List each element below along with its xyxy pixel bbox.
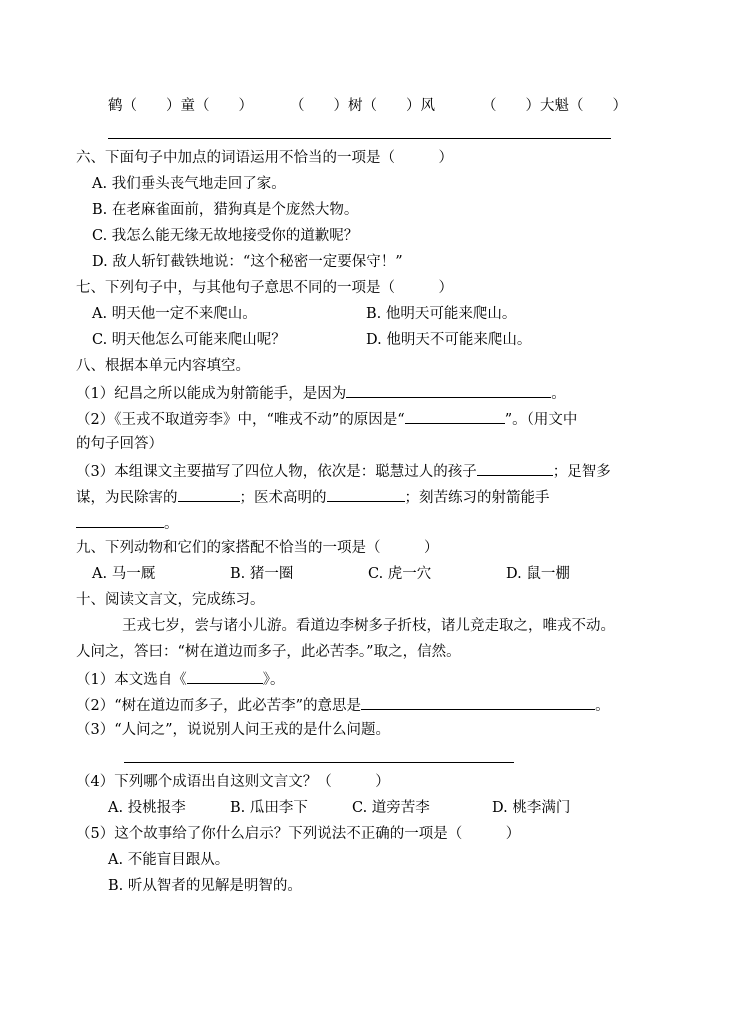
q9-question: 九、下列动物和它们的家搭配不恰当的一项是（ ） [76, 540, 439, 556]
q8-sub3 [76, 460, 611, 482]
q8-sub1-end: 。 [551, 386, 566, 402]
q10-passage-line-2: 人问之，答曰：“树在道边而多子，此必苦李。”取之，信然。 [76, 644, 461, 660]
q10-sub4-option-d: D. 桃李满门 [492, 800, 571, 816]
q10-sub1-text: （1）本文选自《 [76, 672, 187, 688]
q9-option-c: C. 虎一穴 [368, 566, 432, 582]
q8-sub3-blank-2[interactable] [178, 486, 240, 502]
q7-option-c: C. 明天他怎么可能来爬山呢？ [92, 332, 286, 348]
q10-sub4: （4）下列哪个成语出自这则文言文？（ ） [76, 774, 390, 790]
q6-question: 六、下面句子中加点的词语运用不恰当的一项是（ ） [76, 150, 453, 166]
q8-sub2-blank[interactable] [405, 408, 505, 424]
q8-sub2-cont: 的句子回答） [76, 436, 163, 452]
fill-item-1: 鹤（ ）童（ ） [108, 98, 253, 114]
q10-sub4-option-a: A. 投桃报李 [108, 800, 186, 816]
q8-sub3-period: 。 [164, 516, 179, 532]
q10-sub2-text: （2）“树在道边而多子，此必苦李”的意思是 [76, 698, 362, 714]
q8-sub3-mid: ；足智多 [552, 464, 611, 480]
q8-sub3-end [76, 512, 179, 534]
q10-sub1-end: 》。 [262, 672, 285, 688]
q10-sub3-answer-line[interactable] [124, 762, 514, 763]
q8-sub2-text: （2）《王戎不取道旁李》中，“唯戎不动”的原因是“ [76, 412, 405, 428]
q10-sub2-end: 。 [595, 698, 610, 714]
q8-sub3-text: （3）本组课文主要描写了四位人物，依次是：聪慧过人的孩子 [76, 464, 477, 480]
q10-sub3: （3）“人问之”，说说别人问王戎的是什么问题。 [76, 722, 391, 738]
q9-option-b: B. 猪一圈 [230, 566, 294, 582]
q6-option-b: B. 在老麻雀面前，猎狗真是个庞然大物。 [92, 202, 359, 218]
q10-sub1-blank[interactable] [187, 668, 263, 684]
q10-passage-line-1: 王戎七岁，尝与诸小儿游。看道边李树多子折枝，诸儿竞走取之，唯戎不动。 [122, 618, 615, 634]
q8-sub1-blank[interactable] [346, 382, 551, 398]
q8-sub3-text-2: 谋，为民除害的 [76, 490, 178, 506]
q10-sub4-option-c: C. 道旁苦李 [352, 800, 430, 816]
q10-sub2-blank[interactable] [361, 694, 595, 710]
q10-question: 十、阅读文言文，完成练习。 [76, 592, 265, 608]
q10-sub5-option-a: A. 不能盲目跟从。 [108, 852, 230, 868]
answer-line[interactable] [108, 138, 611, 139]
q9-option-a: A. 马一厩 [92, 566, 156, 582]
q7-option-a: A. 明天他一定不来爬山。 [92, 306, 257, 322]
q6-option-c: C. 我怎么能无缘无故地接受你的道歉呢？ [92, 228, 359, 244]
q9-option-d: D. 鼠一棚 [506, 566, 570, 582]
q8-sub3-text-4: ；刻苦练习的射箭能手 [404, 490, 550, 506]
q8-sub2 [76, 408, 577, 430]
q10-sub1 [76, 668, 284, 690]
fill-item-3: （ ）大魁（ ） [482, 98, 627, 114]
q6-option-d: D. 敌人斩钉截铁地说：“这个秘密一定要保守！” [92, 254, 403, 270]
q8-sub3-blank-3[interactable] [327, 486, 405, 502]
q8-sub3-blank-4[interactable] [76, 512, 164, 528]
q8-sub1-text: （1）纪昌之所以能成为射箭能手，是因为 [76, 386, 347, 402]
q8-sub3-text-3: ；医术高明的 [239, 490, 327, 506]
q10-sub5-option-b: B. 听从智者的见解是明智的。 [108, 878, 302, 894]
q8-sub3-blank-1[interactable] [477, 460, 553, 476]
q8-sub2-end: ”。（用文中 [504, 412, 578, 428]
q6-option-a: A. 我们垂头丧气地走回了家。 [92, 176, 286, 192]
q8-sub3-cont [76, 486, 550, 508]
q7-option-d: D. 他明天不可能来爬山。 [366, 332, 532, 348]
q7-option-b: B. 他明天可能来爬山。 [366, 306, 517, 322]
fill-item-2: （ ）树（ ）风 [290, 98, 435, 114]
q10-sub4-option-b: B. 瓜田李下 [230, 800, 308, 816]
q8-sub1 [76, 382, 566, 404]
q7-question: 七、下列句子中，与其他句子意思不同的一项是（ ） [76, 280, 453, 296]
q8-question: 八、根据本单元内容填空。 [76, 358, 250, 374]
q10-sub2 [76, 694, 610, 716]
q10-sub5: （5）这个故事给了你什么启示？下列说法不正确的一项是（ ） [76, 826, 521, 842]
